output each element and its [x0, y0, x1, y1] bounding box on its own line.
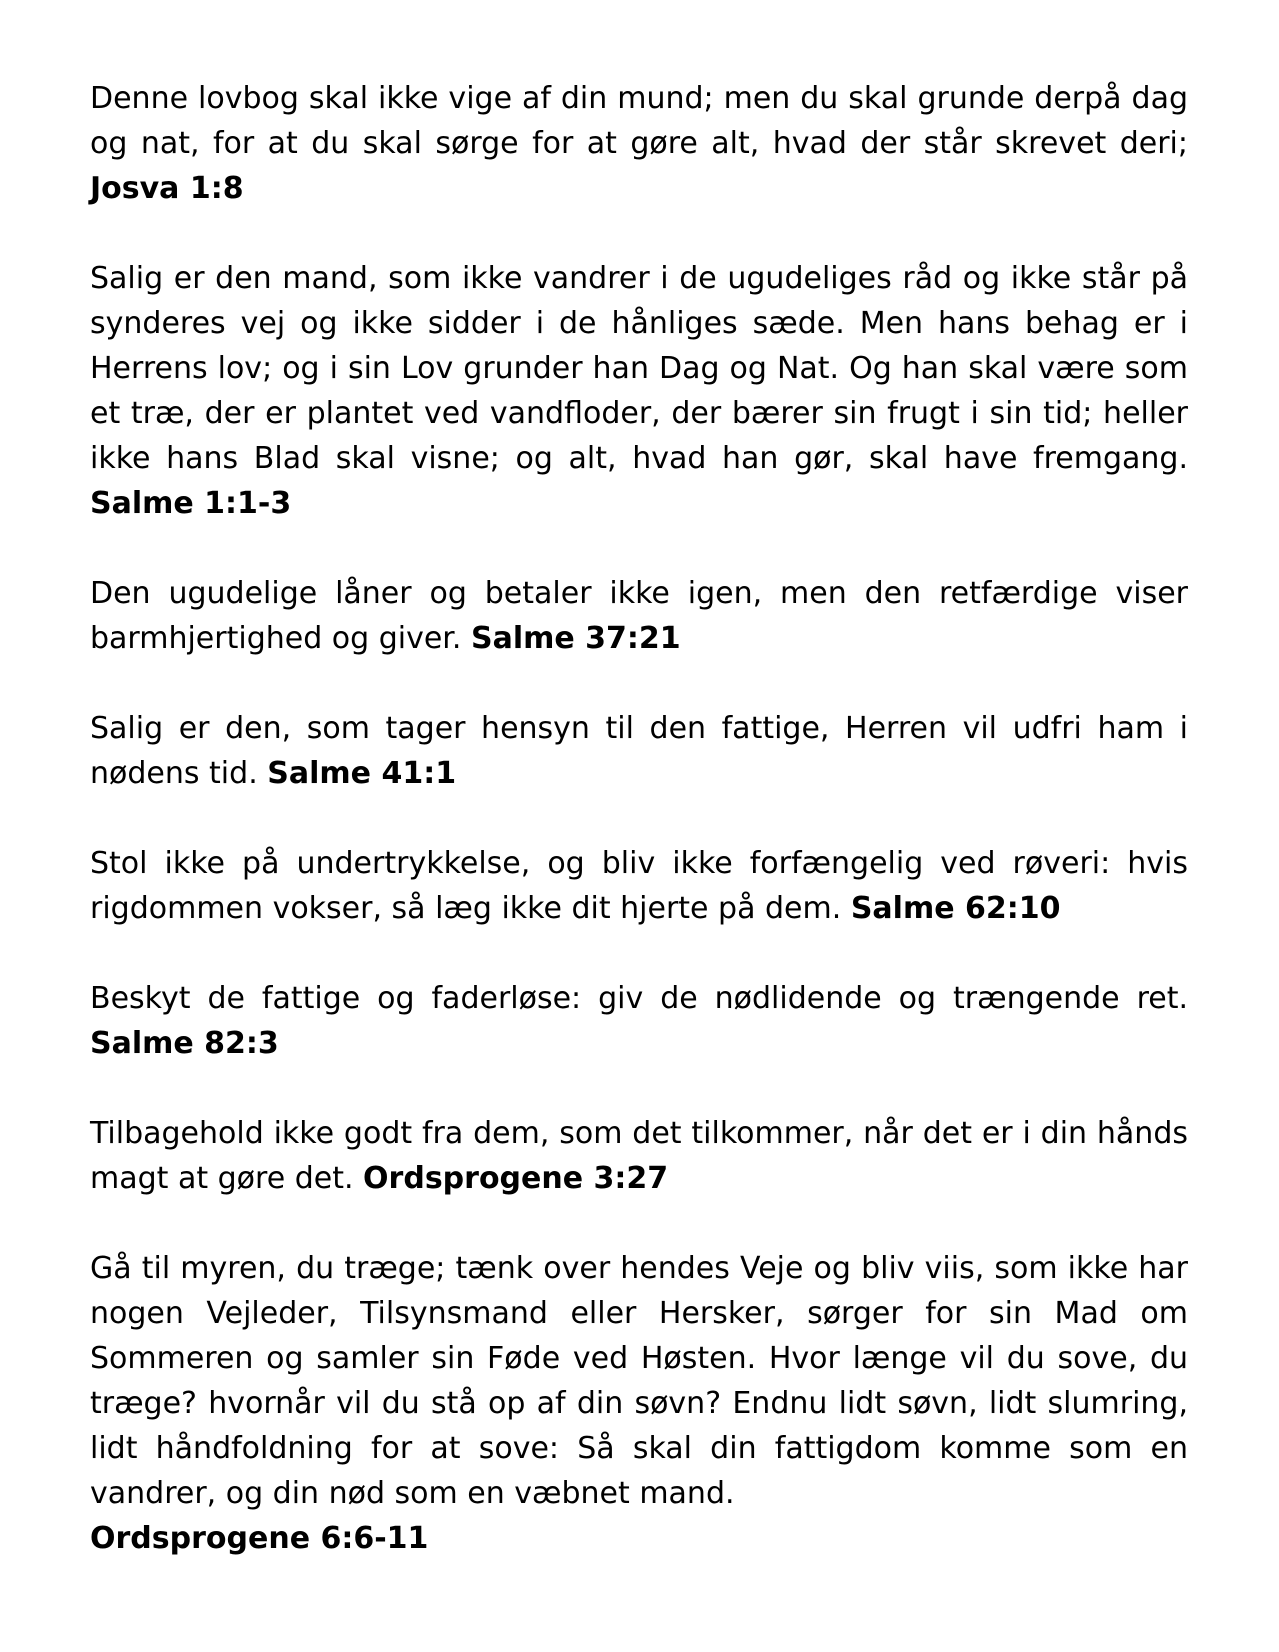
verse-reference: Salme 1:1-3	[90, 486, 292, 521]
verse-text: Den ugudelige låner og betaler ikke igen, men den retfærdige viser barmhjertighed og giver.	[90, 576, 1188, 656]
verse-text: Tilbagehold ikke godt fra dem, som det tilkommer, når det er i din hånds magt at gøre det.	[90, 1116, 1188, 1196]
verse-reference: Salme 62:10	[850, 891, 1061, 926]
verse-reference: Salme 37:21	[470, 621, 681, 656]
verse-reference: Ordsprogene 6:6-11	[90, 1521, 429, 1556]
verse-salme-1-1-3	[90, 256, 1188, 526]
document-page	[90, 76, 1188, 1606]
verse-salme-41-1	[90, 706, 1188, 796]
verse-reference: Salme 82:3	[90, 1026, 279, 1061]
verse-text: Stol ikke på undertrykkelse, og bliv ikke forfængelig ved røveri: hvis rigdommen vokser, så læg ikke dit hjerte på dem.	[90, 846, 1188, 926]
verse-text: Salig er den, som tager hensyn til den fattige, Herren vil udfri ham i nødens tid.	[90, 711, 1188, 791]
verse-salme-62-10	[90, 841, 1188, 931]
verse-ordsprogene-6-6-11	[90, 1246, 1188, 1561]
verse-salme-37-21	[90, 571, 1188, 661]
verse-text: Denne lovbog skal ikke vige af din mund; men du skal grunde derpå dag og nat, for at du skal sørge for at gøre alt, hvad der står skrevet deri;	[90, 81, 1188, 161]
verse-text: Salig er den mand, som ikke vandrer i de ugudeliges råd og ikke står på synderes vej og ikke sidder i de hånliges sæde. Men hans behag er i Herrens lov; og i sin Lov grunder han Dag og Nat. Og han skal være som et træ, der er plantet ved vandfloder, der bærer sin frugt i sin tid; heller ikke hans Blad skal visne; og alt, hvad han gør, skal have fremgang.	[90, 261, 1188, 476]
verse-josva-1-8	[90, 76, 1188, 211]
verse-text: Beskyt de fattige og faderløse: giv de nødlidende og trængende ret.	[90, 981, 1188, 1016]
verse-reference: Ordsprogene 3:27	[363, 1161, 669, 1196]
verse-ordsprogene-3-27	[90, 1111, 1188, 1201]
verse-reference: Josva 1:8	[90, 171, 244, 206]
verse-text: Gå til myren, du træge; tænk over hendes Veje og bliv viis, som ikke har nogen Vejleder, Tilsynsmand eller Hersker, sørger for sin Mad om Sommeren og samler sin Føde ved Høsten. Hvor længe vil du sove, du træge? hvornår vil du stå op af din søvn? Endnu lidt søvn, lidt slumring, lidt håndfoldning for at sove: Så skal din fattigdom komme som en vandrer, og din nød som en væbnet mand.	[90, 1251, 1188, 1511]
verse-salme-82-3	[90, 976, 1188, 1066]
verse-reference: Salme 41:1	[267, 756, 457, 791]
